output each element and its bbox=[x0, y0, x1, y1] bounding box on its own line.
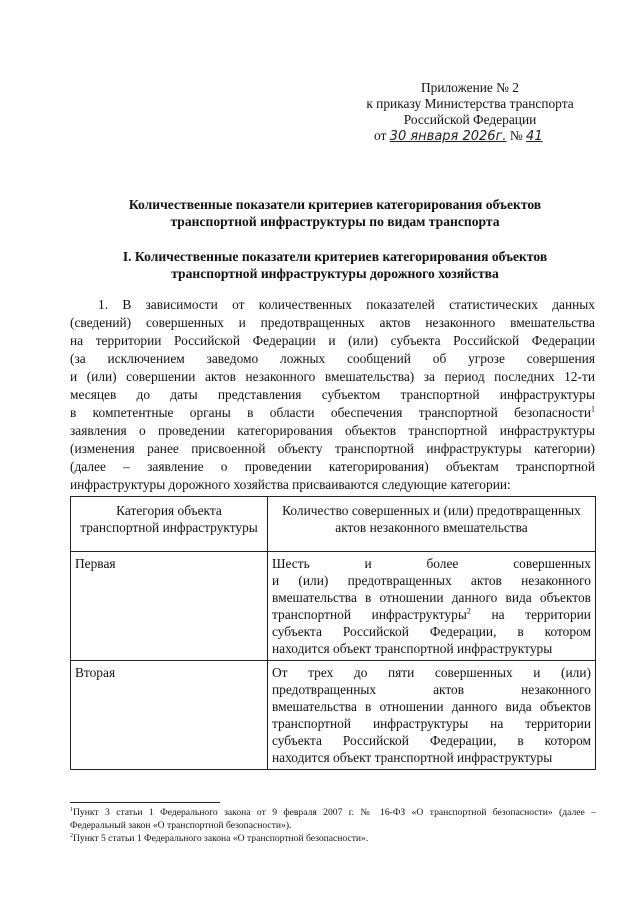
paragraph-line: (сведений) совершенных и предотвращенных актов незаконного вмешательства bbox=[70, 315, 595, 330]
from-label: от bbox=[373, 128, 387, 143]
footnotes bbox=[70, 806, 596, 845]
paragraph-line: и (или) совершении актов незаконного вмешательства) за период последних 12-ти bbox=[70, 369, 595, 384]
paragraph-line: инфраструктуры дорожного хозяйства присваиваются следующие категории: bbox=[70, 477, 511, 492]
title-line-1: Количественные показатели критериев категорирования объектов bbox=[128, 197, 542, 212]
footnote-ref-2: 2 bbox=[466, 606, 471, 616]
cell-line-with-footnote bbox=[272, 606, 591, 623]
footnote-1-line-2: Федеральный закон «О транспортной безопасности»). bbox=[70, 820, 292, 831]
cell-line: предотвращенных актов незаконного bbox=[272, 682, 591, 697]
handwritten-number: 41 bbox=[526, 129, 543, 144]
appendix-order-ref: к приказу Министерства транспорта bbox=[366, 96, 574, 111]
cell-line: Шесть и более совершенных bbox=[272, 556, 591, 571]
header-acts-count: Количество совершенных и (или) предотвращенных актов незаконного вмешательства bbox=[268, 497, 596, 552]
cell-line: субъекта Российской Федерации, в котором bbox=[272, 733, 591, 748]
cell-line: и (или) предотвращенных актов незаконного bbox=[272, 573, 591, 588]
handwritten-date: 30 января 2026г. bbox=[389, 129, 507, 144]
category-cell: Вторая bbox=[71, 661, 268, 770]
footnote-2-text: Пункт 5 статьи 1 Федерального закона «О транспортной безопасности». bbox=[73, 833, 369, 844]
cell-line-tail: на территории bbox=[491, 607, 591, 622]
footnote-divider bbox=[70, 802, 220, 803]
cell-line: вмешательства в отношении данного вида объектов bbox=[272, 590, 591, 605]
appendix-header bbox=[340, 80, 600, 145]
footnote-1-text: Пункт 3 статьи 1 Федерального закона от 9 февраля 2007 г. № 16-ФЗ «О транспортной безопасности» (далее – bbox=[73, 807, 596, 818]
paragraph-line-text: в компетентные органы в области обеспечения транспортной безопасности bbox=[70, 405, 591, 420]
paragraph-line: (изменения ранее присвоенной объекту транспортной инфраструктуры категории) bbox=[70, 441, 595, 456]
number-label: № bbox=[509, 128, 523, 143]
table-header-row bbox=[71, 497, 596, 552]
footnote-2 bbox=[70, 832, 596, 845]
title-line-2: транспортной инфраструктуры по видам транспорта bbox=[170, 214, 500, 229]
paragraph-line: (далее – заявление о проведении категорирования) объектам транспортной bbox=[70, 459, 595, 474]
cell-line: субъекта Российской Федерации, в котором bbox=[272, 624, 591, 639]
paragraph-line: 1. В зависимости от количественных показателей статистических данных bbox=[98, 297, 595, 312]
table-row bbox=[71, 661, 596, 770]
table-row bbox=[71, 552, 596, 661]
criteria-cell bbox=[268, 661, 596, 770]
paragraph-line: месяцев до даты представления субъектом транспортной инфраструктуры bbox=[70, 387, 595, 402]
paragraph-line-with-footnote bbox=[70, 404, 595, 422]
cell-line: транспортной инфраструктуры на территории bbox=[272, 716, 591, 731]
paragraph-1 bbox=[70, 296, 595, 494]
document-title bbox=[70, 196, 600, 230]
footnote-marker-1: 1 bbox=[70, 806, 73, 813]
header-category: Категория объекта транспортной инфраструктуры bbox=[71, 497, 268, 552]
appendix-title: Приложение № 2 bbox=[420, 80, 520, 95]
paragraph-line: заявления о проведении категорирования объектов транспортной инфраструктуры bbox=[70, 423, 595, 438]
criteria-cell bbox=[268, 552, 596, 661]
section-line-1: I. Количественные показатели критериев категорирования объектов bbox=[122, 249, 548, 264]
footnote-marker-2: 2 bbox=[70, 832, 73, 839]
cell-line: От трех до пяти совершенных и (или) bbox=[272, 665, 591, 680]
categories-table bbox=[70, 496, 596, 770]
paragraph-line: (за исключением заведомо ложных сообщений об угрозе совершения bbox=[70, 351, 595, 366]
section-line-2: транспортной инфраструктуры дорожного хозяйства bbox=[171, 266, 499, 281]
cell-line: вмешательства в отношении данного вида объектов bbox=[272, 699, 591, 714]
footnote-1-line-1 bbox=[70, 806, 596, 819]
cell-line: находится объект транспортной инфраструктуры bbox=[272, 641, 553, 656]
section-heading bbox=[70, 248, 600, 282]
paragraph-line: на территории Российской Федерации и (или) субъекта Российской Федерации bbox=[70, 333, 595, 348]
category-cell: Первая bbox=[71, 552, 268, 661]
footnote-ref-1: 1 bbox=[591, 404, 595, 414]
appendix-country: Российской Федерации bbox=[403, 112, 537, 127]
cell-line: находится объект транспортной инфраструктуры bbox=[272, 750, 553, 765]
appendix-date-line bbox=[340, 128, 600, 145]
cell-line-text: транспортной инфраструктуры bbox=[272, 607, 467, 622]
